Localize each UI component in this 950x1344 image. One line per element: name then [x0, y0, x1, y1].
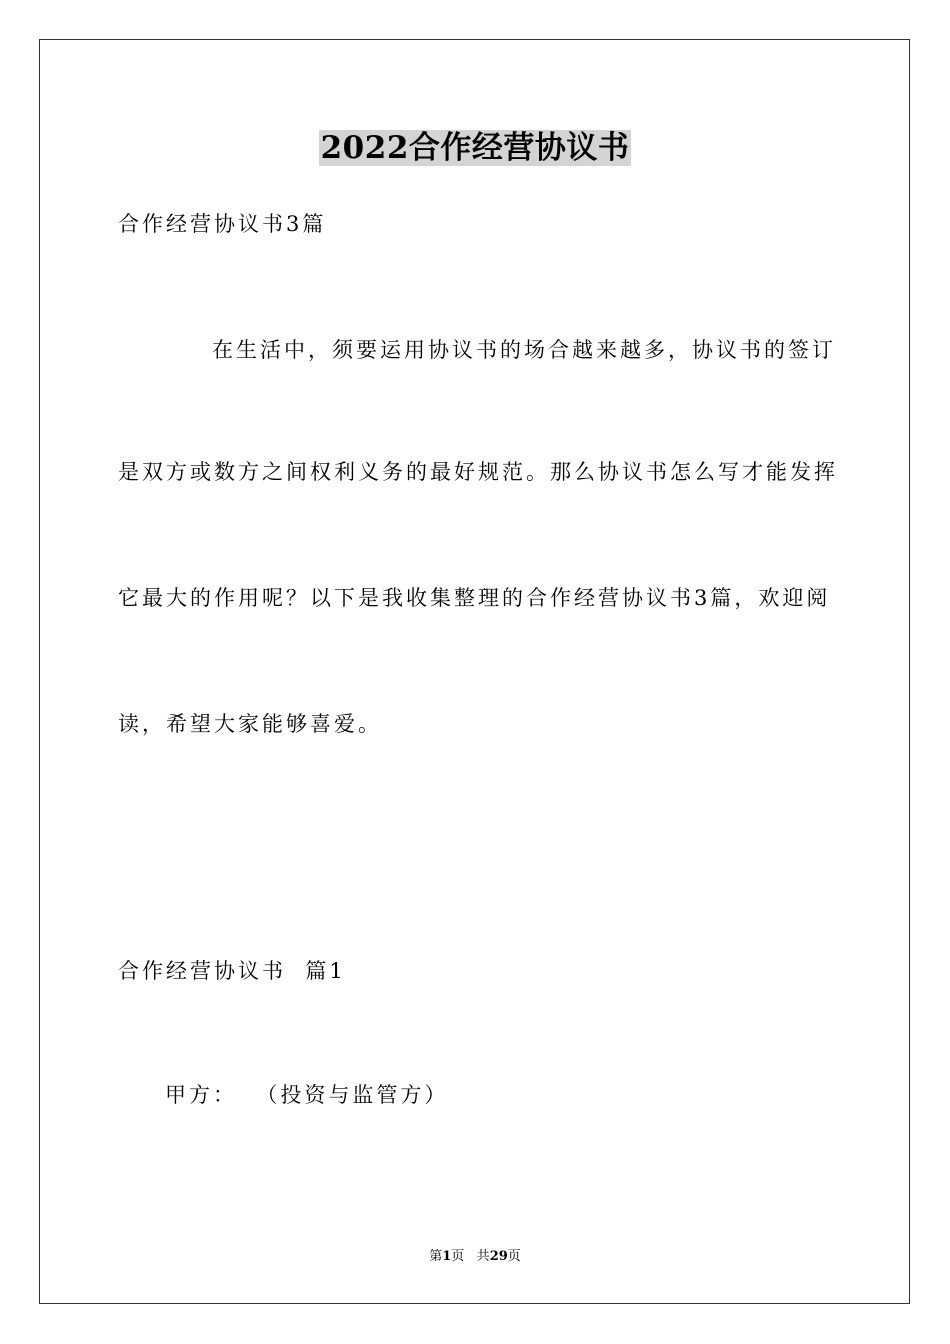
intro-paragraph-line-2: 是双方或数方之间权利义务的最好规范。那么协议书怎么写才能发挥 [118, 460, 838, 484]
party-a-line: 甲方： （投资与监管方） [165, 1083, 449, 1107]
footer-page-number: 1 [442, 1249, 452, 1264]
footer-total-suffix: 页 [507, 1249, 521, 1264]
intro-paragraph-line-1: 在生活中，须要运用协议书的场合越来越多，协议书的签订 [212, 338, 836, 362]
document-title [0, 125, 950, 171]
document-title-text: 2022合作经营协议书 [320, 130, 630, 166]
document-subtitle: 合作经营协议书3篇 [118, 212, 327, 236]
intro-paragraph-line-3: 它最大的作用呢？以下是我收集整理的合作经营协议书3篇，欢迎阅 [118, 586, 831, 610]
footer-total-pages: 29 [489, 1249, 508, 1264]
section-heading: 合作经营协议书 篇1 [118, 959, 346, 983]
footer-page-suffix: 页 [451, 1249, 465, 1264]
footer-total-prefix: 共 [476, 1249, 490, 1264]
footer-page-prefix: 第 [429, 1249, 443, 1264]
intro-paragraph-line-4: 读，希望大家能够喜爱。 [118, 712, 382, 736]
page-footer [0, 1248, 950, 1266]
